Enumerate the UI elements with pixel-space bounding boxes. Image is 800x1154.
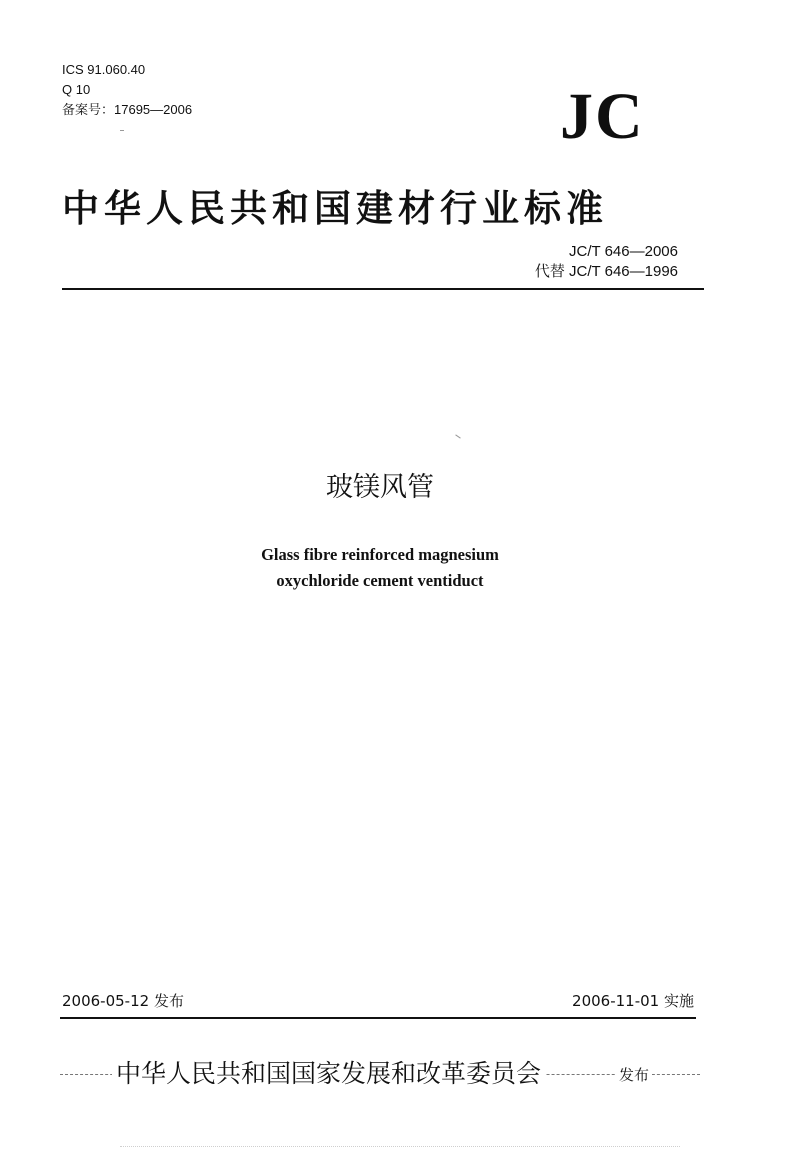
scan-residue [120, 1146, 680, 1147]
standard-number: JC/T 646—2006 [569, 243, 678, 260]
issuer-suffix: 发布 [616, 1064, 652, 1086]
issuer-block [60, 1056, 700, 1096]
document-title-chinese: 玻镁风管 [326, 472, 434, 503]
footer-rule [60, 1017, 696, 1019]
scan-speck [120, 130, 124, 131]
ccs-code: Q 10 [62, 82, 91, 97]
jc-logo: JC [560, 80, 645, 153]
record-number: 备案号：17695—2006 [62, 102, 193, 117]
issue-date: 2006-05-12 发布 [62, 992, 184, 1010]
header-rule [62, 288, 704, 290]
issuing-authority: 中华人民共和国国家发展和改革委员会 [112, 1056, 545, 1092]
implementation-date: 2006-11-01 实施 [572, 992, 694, 1010]
document-title-english-line1: Glass fibre reinforced magnesium [261, 545, 499, 564]
ics-code: ICS 91.060.40 [62, 62, 146, 77]
standard-category-title: 中华人民共和国建材行业标准 [62, 186, 608, 230]
replaces-standard: 代替 JC/T 646—1996 [534, 263, 678, 280]
scan-speck [455, 434, 460, 438]
document-title-english-line2: oxychloride cement ventiduct [276, 571, 484, 590]
